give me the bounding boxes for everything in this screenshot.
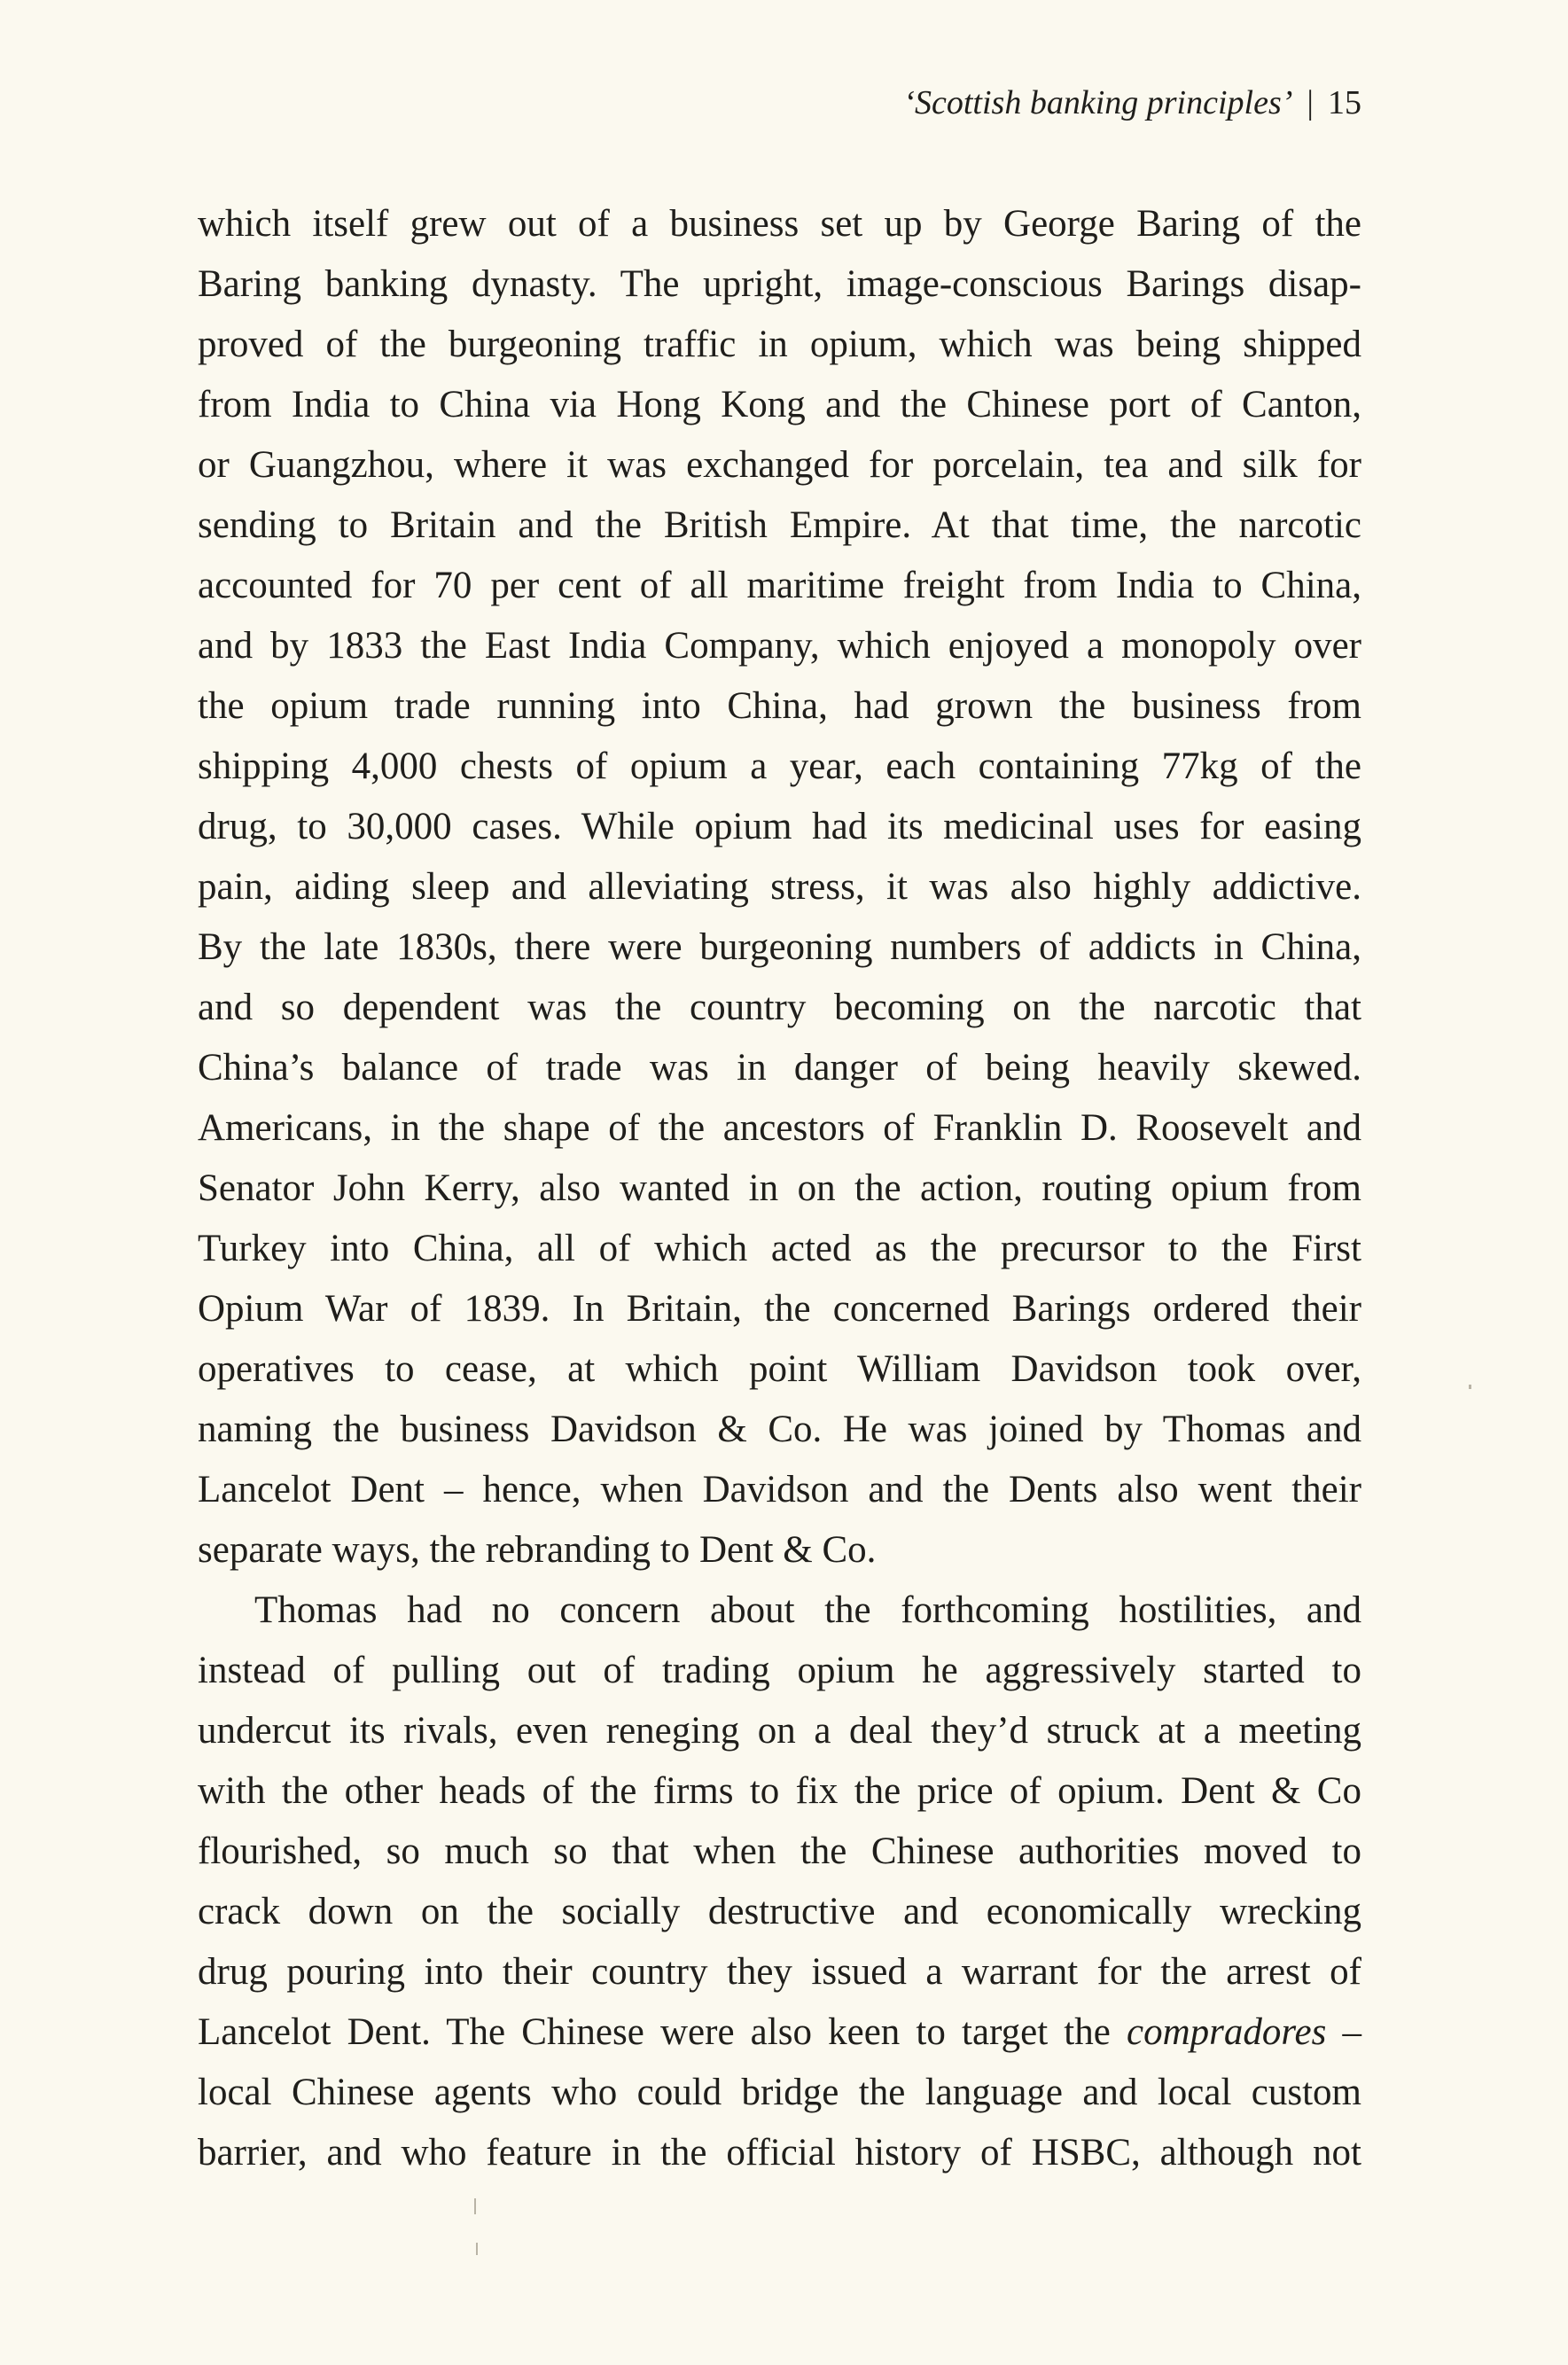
text-line: or Guangzhou, where it was exchanged for porcelain, tea and silk for bbox=[198, 444, 1361, 486]
text-line: accounted for 70 per cent of all maritime freight from India to China, bbox=[198, 565, 1361, 606]
text-line: with the other heads of the firms to fix the price of opium. Dent & Co bbox=[198, 1770, 1361, 1812]
text-line: undercut its rivals, even reneging on a deal they’d struck at a meeting bbox=[198, 1710, 1361, 1752]
text-line: crack down on the socially destructive and economically wrecking bbox=[198, 1891, 1361, 1932]
text-line: sending to Britain and the British Empire. At that time, the narcotic bbox=[198, 504, 1361, 546]
text-line: Americans, in the shape of the ancestors of Franklin D. Roosevelt and bbox=[198, 1107, 1361, 1149]
text-line: proved of the burgeoning traffic in opium, which was being shipped bbox=[198, 324, 1361, 365]
text-line: flourished, so much so that when the Chinese authorities moved to bbox=[198, 1830, 1361, 1872]
text-line: which itself grew out of a business set up by George Baring of the bbox=[198, 203, 1361, 245]
text-line: naming the business Davidson & Co. He was joined by Thomas and bbox=[198, 1409, 1361, 1450]
text-line: Turkey into China, all of which acted as the precursor to the First bbox=[198, 1228, 1361, 1269]
text-line: from India to China via Hong Kong and the Chinese port of Canton, bbox=[198, 384, 1361, 425]
text-line: and so dependent was the country becoming on the narcotic that bbox=[198, 987, 1361, 1028]
running-head-title: ‘Scottish banking principles’ bbox=[903, 84, 1293, 121]
text-line: operatives to cease, at which point William Davidson took over, bbox=[198, 1348, 1361, 1390]
text-line-with-italic bbox=[198, 2002, 1361, 2063]
text-line: Lancelot Dent – hence, when Davidson and the Dents also went their bbox=[198, 1469, 1361, 1510]
text-line: By the late 1830s, there were burgeoning numbers of addicts in China, bbox=[198, 926, 1361, 968]
text-line: separate ways, the rebranding to Dent & Co. bbox=[198, 1529, 877, 1571]
text-line: Senator John Kerry, also wanted in on the action, routing opium from bbox=[198, 1167, 1361, 1209]
text-line: Baring banking dynasty. The upright, image-conscious Barings disap- bbox=[198, 263, 1361, 305]
scan-speck bbox=[474, 2198, 476, 2214]
text-line: drug pouring into their country they issued a warrant for the arrest of bbox=[198, 1951, 1361, 1993]
scan-speck bbox=[476, 2243, 478, 2255]
text-line: the opium trade running into China, had grown the business from bbox=[198, 685, 1361, 727]
page-number: 15 bbox=[1328, 84, 1361, 121]
text-line: Thomas had no concern about the forthcoming hostilities, and bbox=[254, 1589, 1361, 1631]
paragraph bbox=[198, 194, 1361, 1581]
text-line: local Chinese agents who could bridge the language and local custom bbox=[198, 2072, 1361, 2113]
text-line: instead of pulling out of trading opium he aggressively started to bbox=[198, 1650, 1361, 1691]
running-head-separator: | bbox=[1307, 84, 1314, 121]
text-line: shipping 4,000 chests of opium a year, each containing 77kg of the bbox=[198, 745, 1361, 787]
text-line: pain, aiding sleep and alleviating stress, it was also highly addictive. bbox=[198, 866, 1361, 908]
text-run: Lancelot Dent. The Chinese were also keen to target the bbox=[198, 2011, 1127, 2053]
body-text bbox=[198, 194, 1361, 2183]
paragraph bbox=[198, 1581, 1361, 2183]
text-line: Opium War of 1839. In Britain, the concerned Barings ordered their bbox=[198, 1288, 1361, 1330]
text-run: – bbox=[1326, 2011, 1361, 2053]
running-head bbox=[903, 82, 1361, 124]
text-line: and by 1833 the East India Company, which enjoyed a monopoly over bbox=[198, 625, 1361, 667]
text-line: China’s balance of trade was in danger of being heavily skewed. bbox=[198, 1047, 1361, 1089]
text-line: drug, to 30,000 cases. While opium had its medicinal uses for easing bbox=[198, 806, 1361, 847]
scan-speck bbox=[1469, 1385, 1471, 1389]
text-line: barrier, and who feature in the official history of HSBC, although not bbox=[198, 2132, 1361, 2174]
italic-term: compradores bbox=[1127, 2011, 1327, 2053]
